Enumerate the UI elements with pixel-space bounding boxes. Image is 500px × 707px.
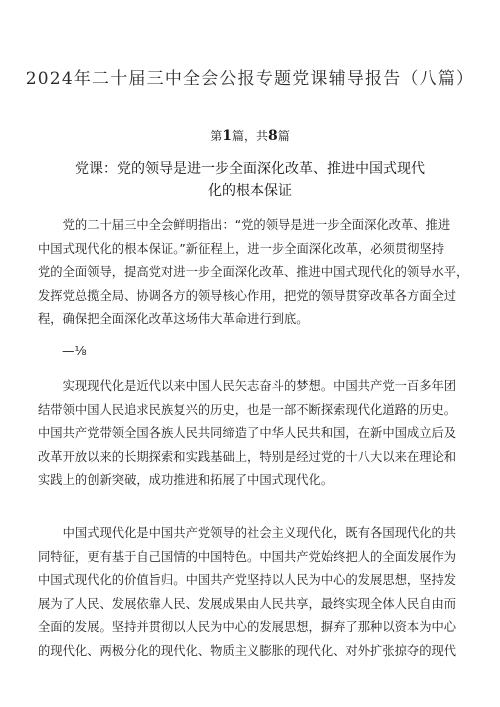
section-marker: —⅛ (62, 343, 87, 358)
document-title: 2024年二十届三中全会公报专题党课辅导报告（八篇） (25, 69, 475, 89)
paragraph-3 (38, 522, 470, 663)
paragraph-line: 中国共产党带领全国各族人民共同缔造了中华人民共和国，在新中国成立后及 (38, 426, 457, 440)
paragraph-line: 同特征，更有基于自己国情的中国特色。中国共产党始终把人的全面发展作为 (38, 549, 457, 564)
paragraph-line: 实现现代化是近代以来中国人民矢志奋斗的梦想。中国共产党一百多年团 (38, 379, 457, 393)
paragraph-line: 实践上的创新突破，成功推进和拓展了中国式现代化。 (38, 473, 334, 487)
paragraph-line: 的现代化、两极分化的现代化、物质主义膨胀的现代化、对外扩张掠夺的现代 (38, 643, 457, 658)
heading-line-1: 党课：党的领导是进一步全面深化改革、推进中国式现代 (75, 161, 425, 177)
part-index: 1 (222, 128, 232, 144)
paragraph-line: 中国式现代化的根本保证。”新征程上，进一步全面深化改革，必须贯彻坚持 (38, 241, 445, 256)
paragraph-line: 党的二十届三中全会鲜明指出：“党的领导是进一步全面深化改革、推进 (38, 218, 451, 232)
part-indicator (0, 127, 500, 144)
part-middle: 篇，共 (231, 129, 268, 143)
paragraph-2 (38, 375, 470, 493)
part-total: 8 (268, 128, 278, 144)
paragraph-line: 中国式现代化是中国共产党领导的社会主义现代化，既有各国现代化的共 (38, 526, 457, 540)
paragraph-line: 程，确保把全面深化改革这场伟大革命进行到底。 (38, 312, 309, 326)
part-prefix: 第 (210, 129, 223, 143)
section-heading (60, 158, 440, 202)
heading-line-2: 化的根本保证 (208, 183, 292, 199)
paragraph-line: 结带领中国人民追求民族复兴的历史，也是一部不断探索现代化道路的历史。 (38, 402, 457, 417)
paragraph-line: 发挥党总揽全局、协调各方的领导核心作用，把党的领导贯穿改革各方面全过 (38, 288, 457, 303)
paragraph-line: 展为了人民、发展依靠人民、发展成果由人民共享，最终实现全体人民自由而 (38, 596, 457, 611)
paragraph-line: 改革开放以来的长期探索和实践基础上，特别是经过党的十八大以来在理论和 (38, 449, 457, 464)
paragraph-line: 全面的发展。坚持并贯彻以人民为中心的发展思想，摒弃了那种以资本为中心 (38, 620, 457, 634)
paragraph-line: 中国式现代化的价值旨归。中国共产党坚持以人民为中心的发展思想，坚持发 (38, 573, 457, 587)
part-suffix: 篇 (277, 129, 290, 143)
paragraph-1 (38, 214, 470, 332)
paragraph-line: 党的全面领导，提高党对进一步全面深化改革、推进中国式现代化的领导水平， (38, 265, 469, 279)
